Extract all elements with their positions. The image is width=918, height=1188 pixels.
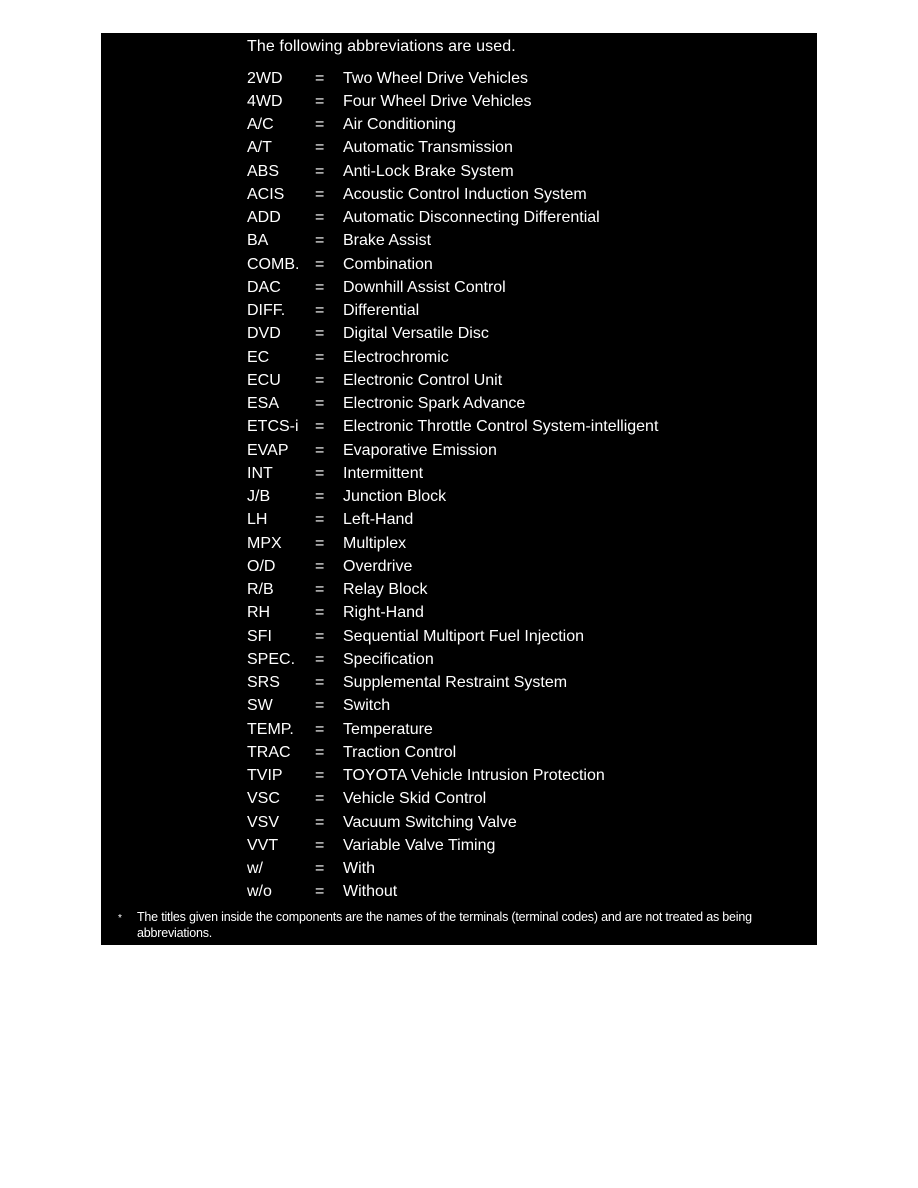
equals-sign: = (315, 604, 325, 622)
abbreviation-meaning: Automatic Transmission (343, 139, 513, 157)
abbreviation-row (247, 276, 658, 299)
equals-sign: = (315, 185, 325, 203)
abbreviation-code: INT (247, 464, 273, 482)
abbreviation-code: ECU (247, 371, 281, 389)
abbreviation-row (247, 718, 658, 741)
equals-sign: = (315, 92, 325, 110)
equals-sign: = (315, 488, 325, 506)
equals-sign: = (315, 464, 325, 482)
abbreviation-meaning: Anti-Lock Brake System (343, 162, 514, 180)
abbreviation-code: R/B (247, 581, 274, 599)
abbreviation-meaning: Air Conditioning (343, 116, 456, 134)
abbreviation-row (247, 788, 658, 811)
abbreviation-code: RH (247, 604, 271, 622)
abbreviation-meaning: Sequential Multiport Fuel Injection (343, 627, 585, 645)
abbreviation-meaning: Electronic Spark Advance (343, 395, 526, 413)
equals-sign: = (315, 674, 325, 692)
equals-sign: = (315, 116, 325, 134)
abbreviation-meaning: Relay Block (343, 581, 428, 599)
abbreviation-code: LH (247, 511, 268, 529)
intro-text: The following abbreviations are used. (247, 38, 516, 55)
abbreviation-code: A/T (247, 139, 272, 157)
footnote-text: The titles given inside the components are the names of the terminals (terminal codes) and are not treated as being abbreviations. (137, 910, 752, 940)
abbreviation-row (247, 393, 658, 416)
abbreviation-row (247, 369, 658, 392)
abbreviation-meaning: Multiplex (343, 534, 407, 552)
equals-sign: = (315, 767, 325, 785)
abbreviation-row (247, 602, 658, 625)
abbreviation-code: ABS (247, 162, 280, 180)
abbreviation-meaning: Vacuum Switching Valve (343, 813, 517, 831)
abbreviation-code: TVIP (247, 767, 283, 785)
abbreviations-panel (101, 33, 817, 945)
abbreviation-code: SPEC. (247, 650, 296, 668)
abbreviation-code: ESA (247, 395, 280, 413)
abbreviation-meaning: Traction Control (343, 743, 457, 761)
abbreviation-row (247, 509, 658, 532)
abbreviation-code: SW (247, 697, 273, 715)
equals-sign: = (315, 418, 325, 436)
abbreviation-code: EC (247, 348, 270, 366)
equals-sign: = (315, 813, 325, 831)
abbreviation-row (247, 137, 658, 160)
abbreviation-row (247, 439, 658, 462)
equals-sign: = (315, 441, 325, 459)
abbreviation-code: SFI (247, 627, 272, 645)
equals-sign: = (315, 325, 325, 343)
abbreviation-code: TRAC (247, 743, 291, 761)
equals-sign: = (315, 232, 325, 250)
abbreviation-row (247, 160, 658, 183)
equals-sign: = (315, 278, 325, 296)
abbreviation-meaning: Junction Block (343, 488, 447, 506)
equals-sign: = (315, 371, 325, 389)
abbreviation-code: A/C (247, 116, 274, 134)
abbreviation-meaning: Electronic Throttle Control System-intelligent (343, 418, 659, 436)
abbreviation-code: VSV (247, 813, 280, 831)
equals-sign: = (315, 534, 325, 552)
abbreviation-row (247, 300, 658, 323)
abbreviation-code: TEMP. (247, 720, 294, 738)
equals-sign: = (315, 627, 325, 645)
abbreviation-row (247, 532, 658, 555)
abbreviation-code: EVAP (247, 441, 289, 459)
equals-sign: = (315, 209, 325, 227)
abbreviation-row (247, 811, 658, 834)
abbreviation-meaning: Two Wheel Drive Vehicles (343, 69, 528, 87)
equals-sign: = (315, 836, 325, 854)
abbreviation-code: w/ (247, 860, 263, 878)
abbreviation-row (247, 881, 658, 904)
abbreviation-code: O/D (247, 557, 276, 575)
abbreviation-code: 2WD (247, 69, 283, 87)
abbreviation-row (247, 648, 658, 671)
abbreviation-meaning: With (343, 860, 375, 878)
abbreviation-row (247, 90, 658, 113)
abbreviation-meaning: Automatic Disconnecting Differential (343, 209, 600, 227)
abbreviation-code: ACIS (247, 185, 285, 203)
equals-sign: = (315, 557, 325, 575)
equals-sign: = (315, 650, 325, 668)
abbreviation-code: 4WD (247, 92, 283, 110)
equals-sign: = (315, 139, 325, 157)
abbreviation-code: DAC (247, 278, 281, 296)
abbreviation-row (247, 346, 658, 369)
abbreviation-code: w/o (247, 883, 272, 901)
abbreviation-row (247, 695, 658, 718)
equals-sign: = (315, 395, 325, 413)
abbreviation-row (247, 858, 658, 881)
abbreviation-meaning: Overdrive (343, 557, 413, 575)
abbreviation-meaning: Temperature (343, 720, 433, 738)
abbreviation-meaning: Differential (343, 302, 420, 320)
abbreviation-row (247, 486, 658, 509)
footnote-asterisk: * (118, 913, 122, 924)
equals-sign: = (315, 69, 325, 87)
abbreviation-code: COMB. (247, 255, 300, 273)
abbreviation-meaning: Four Wheel Drive Vehicles (343, 92, 532, 110)
abbreviation-meaning: Electrochromic (343, 348, 449, 366)
equals-sign: = (315, 348, 325, 366)
abbreviation-row (247, 253, 658, 276)
abbreviation-row (247, 462, 658, 485)
equals-sign: = (315, 697, 325, 715)
abbreviation-row (247, 416, 658, 439)
abbreviation-code: VVT (247, 836, 279, 854)
abbreviation-row (247, 625, 658, 648)
abbreviation-meaning: Right-Hand (343, 604, 424, 622)
abbreviation-row (247, 741, 658, 764)
abbreviation-code: ETCS-i (247, 418, 299, 436)
abbreviation-meaning: Digital Versatile Disc (343, 325, 489, 343)
abbreviation-row (247, 834, 658, 857)
equals-sign: = (315, 860, 325, 878)
equals-sign: = (315, 302, 325, 320)
equals-sign: = (315, 255, 325, 273)
abbreviation-code: MPX (247, 534, 282, 552)
abbreviation-row (247, 672, 658, 695)
abbreviation-list (247, 67, 658, 904)
abbreviation-meaning: Brake Assist (343, 232, 432, 250)
abbreviation-meaning: Specification (343, 650, 434, 668)
abbreviation-meaning: Downhill Assist Control (343, 278, 506, 296)
abbreviation-meaning: Supplemental Restraint System (343, 674, 568, 692)
abbreviation-row (247, 207, 658, 230)
abbreviation-row (247, 555, 658, 578)
abbreviation-code: J/B (247, 488, 271, 506)
equals-sign: = (315, 581, 325, 599)
abbreviation-code: VSC (247, 790, 280, 808)
abbreviation-meaning: Without (343, 883, 398, 901)
abbreviation-meaning: Intermittent (343, 464, 424, 482)
abbreviation-code: DIFF. (247, 302, 286, 320)
abbreviation-row (247, 183, 658, 206)
abbreviation-code: ADD (247, 209, 281, 227)
abbreviation-row (247, 230, 658, 253)
abbreviation-row (247, 67, 658, 90)
equals-sign: = (315, 743, 325, 761)
abbreviation-meaning: Left-Hand (343, 511, 414, 529)
abbreviation-meaning: Evaporative Emission (343, 441, 497, 459)
abbreviation-meaning: Variable Valve Timing (343, 836, 496, 854)
abbreviation-code: SRS (247, 674, 280, 692)
abbreviation-code: DVD (247, 325, 281, 343)
equals-sign: = (315, 790, 325, 808)
equals-sign: = (315, 883, 325, 901)
abbreviation-meaning: Electronic Control Unit (343, 371, 503, 389)
abbreviation-meaning: Switch (343, 697, 391, 715)
abbreviation-row (247, 323, 658, 346)
abbreviation-row (247, 114, 658, 137)
equals-sign: = (315, 720, 325, 738)
abbreviation-row (247, 765, 658, 788)
abbreviation-meaning: Combination (343, 255, 433, 273)
abbreviation-code: BA (247, 232, 269, 250)
abbreviation-meaning: Vehicle Skid Control (343, 790, 487, 808)
abbreviation-row (247, 579, 658, 602)
abbreviation-meaning: Acoustic Control Induction System (343, 185, 587, 203)
abbreviation-meaning: TOYOTA Vehicle Intrusion Protection (343, 767, 605, 785)
equals-sign: = (315, 511, 325, 529)
equals-sign: = (315, 162, 325, 180)
